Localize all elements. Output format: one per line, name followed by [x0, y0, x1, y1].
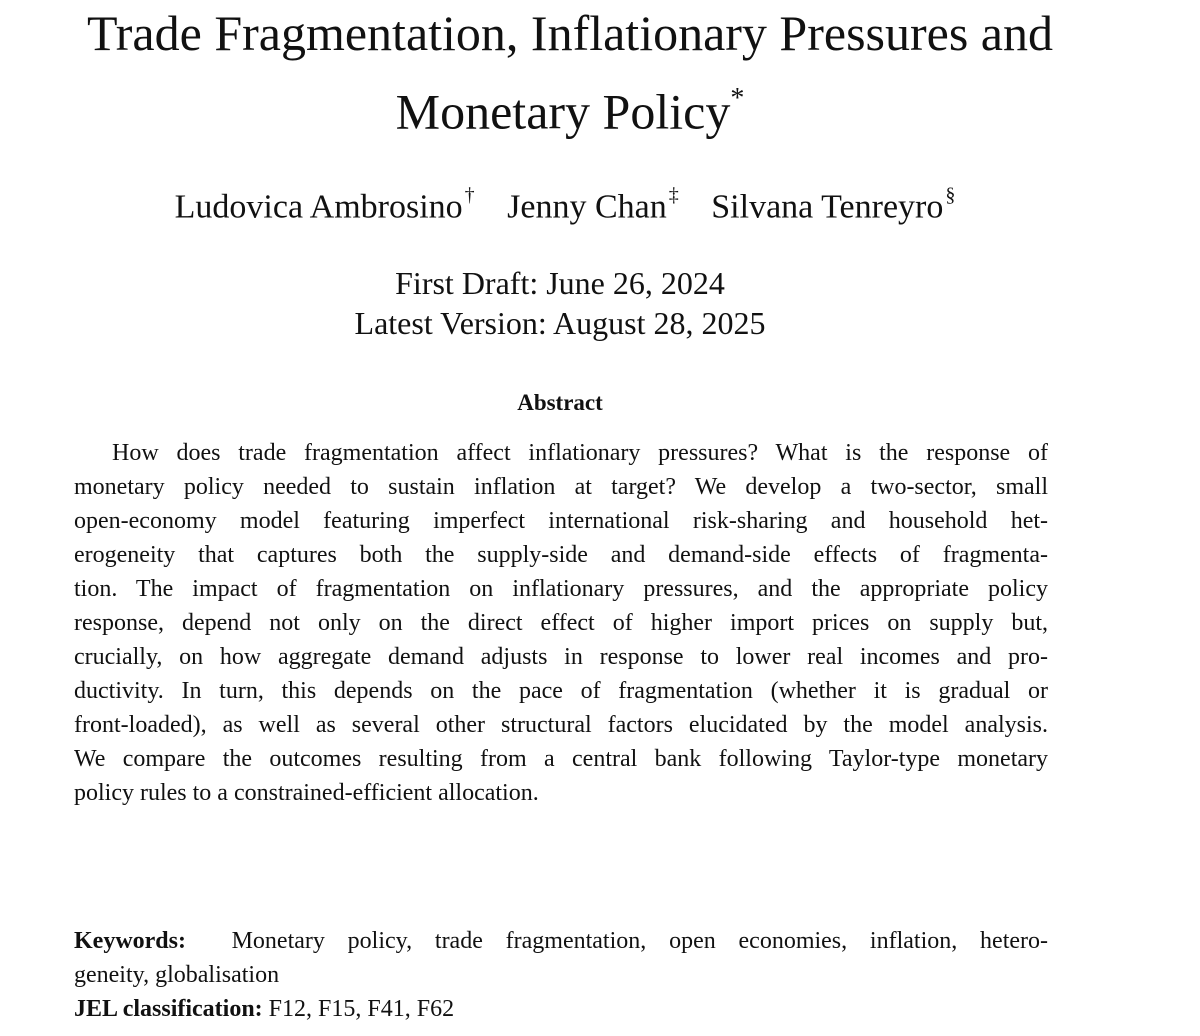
author-2-footnote-mark[interactable]: ‡	[668, 184, 679, 206]
keywords-label: Keywords:	[74, 928, 186, 954]
abstract-line: ductivity. In turn, this depends on the pace of fragmentation (whether it is gradual or	[74, 678, 1048, 704]
abstract-line: monetary policy needed to sustain inflation at target? We develop a two-sector, small	[74, 474, 1048, 500]
author-1-footnote-mark[interactable]: †	[464, 184, 475, 206]
author-list	[0, 178, 1130, 228]
author-2-name: Jenny Chan	[507, 188, 667, 226]
keywords-text-1: Monetary policy, trade fragmentation, open economies, inflation, hetero-	[231, 928, 1049, 954]
author-3	[711, 178, 955, 228]
abstract-line: crucially, on how aggregate demand adjusts in response to lower real incomes and pro-	[74, 644, 1048, 670]
title-footnote-mark[interactable]: *	[730, 83, 745, 114]
abstract-line: response, depend not only on the direct effect of higher import prices on supply but,	[74, 610, 1048, 636]
abstract-line: policy rules to a constrained-efficient allocation.	[74, 780, 539, 806]
abstract-line: How does trade fragmentation affect inflationary pressures? What is the response of	[112, 440, 1048, 466]
author-3-name: Silvana Tenreyro	[711, 188, 944, 226]
abstract-body	[74, 436, 1048, 810]
abstract-line: front-loaded), as well as several other structural factors elucidated by the model analysis.	[74, 712, 1048, 738]
paper-title-text-1: Trade Fragmentation, Inflationary Pressures and	[87, 5, 1053, 61]
jel-codes: F12, F15, F41, F62	[268, 996, 455, 1022]
paper-title-text-2: Monetary Policy	[395, 83, 731, 140]
author-1	[175, 178, 475, 228]
author-2	[507, 178, 679, 228]
abstract-line: open-economy model featuring imperfect international risk-sharing and household het-	[74, 508, 1048, 534]
keywords-section	[74, 924, 1048, 1026]
abstract-line: erogeneity that captures both the supply-side and demand-side effects of fragmenta-	[74, 542, 1048, 568]
jel-line	[74, 992, 1048, 1026]
author-1-name: Ludovica Ambrosino	[174, 188, 463, 226]
paper-title-line-1	[20, 2, 1120, 64]
abstract-line: tion. The impact of fragmentation on inflationary pressures, and the appropriate policy	[74, 576, 1048, 602]
abstract-heading: Abstract	[517, 390, 603, 415]
keywords-line-2: geneity, globalisation	[74, 962, 280, 988]
abstract-line: We compare the outcomes resulting from a central bank following Taylor-type monetary	[74, 746, 1048, 772]
jel-label: JEL classification:	[74, 996, 263, 1022]
author-3-footnote-mark[interactable]: §	[945, 184, 956, 206]
paper-title-line-2	[20, 72, 1120, 143]
latest-version-date: Latest Version: August 28, 2025	[354, 305, 766, 341]
keywords-line-1	[74, 924, 1048, 958]
first-draft-date: First Draft: June 26, 2024	[395, 265, 725, 301]
